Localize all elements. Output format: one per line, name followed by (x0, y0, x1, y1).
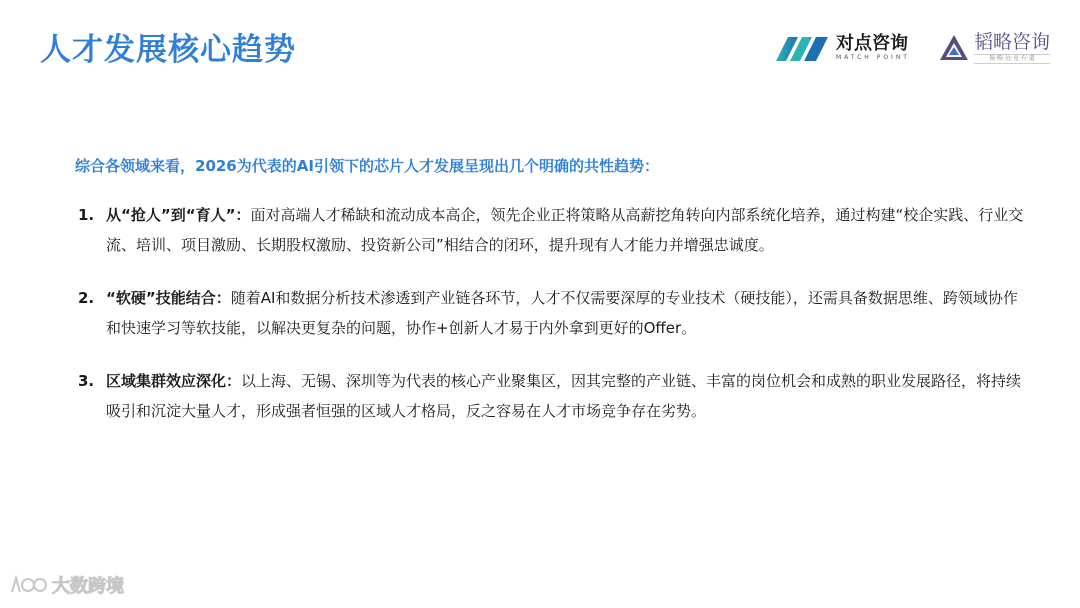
page-title: 人才发展核心趋势 (40, 32, 296, 68)
matchpoint-logo (774, 33, 910, 63)
intro-text: 综合各领域来看，2026为代表的AI引领下的芯片人才发展呈现出几个明确的共性趋势： (75, 157, 659, 175)
item-number: 2. (78, 289, 95, 307)
item-text (106, 366, 1031, 426)
item-text (106, 200, 1031, 260)
item-number: 3. (78, 372, 95, 390)
taolue-mark-icon (938, 33, 970, 63)
list-item (78, 200, 1038, 260)
item-text (106, 283, 1031, 343)
matchpoint-subtitle: MATCH POINT (835, 54, 910, 61)
item-body: 以上海、无锡、深圳等为代表的核心产业聚集区，因其完整的产业链、丰富的岗位机会和成熟的职业发展路径，将持续吸引和沉淀大量人才，形成强者恒强的区域人才格局，反之容易在人才市场竞争存在劣势。 (106, 372, 1022, 420)
item-body: 随着AI和数据分析技术渗透到产业链各环节，人才不仅需要深厚的专业技术（硬技能），还需具备数据思维、跨领域协作和快速学习等软技能，以解决更复杂的问题，协作+创新人才易于内外拿到更好的Offer。 (106, 289, 1018, 337)
taolue-subtitle: 韬·略·远·见·有·道 (974, 54, 1050, 64)
item-heading: 从“抢人”到“育人”： (106, 206, 251, 224)
list-item (78, 283, 1038, 343)
item-heading: “软硬”技能结合： (106, 289, 231, 307)
watermark (8, 572, 124, 598)
logo-bar (774, 28, 1050, 68)
taolue-name: 韬略咨询 (973, 31, 1050, 53)
trend-list (78, 200, 1038, 449)
watermark-logo-icon (8, 572, 48, 598)
matchpoint-name: 对点咨询 (835, 33, 908, 54)
taolue-logo (938, 32, 1050, 64)
matchpoint-mark-icon (774, 33, 832, 63)
item-number: 1. (78, 206, 95, 224)
item-heading: 区域集群效应深化： (106, 372, 242, 390)
watermark-text: 大数跨境 (52, 576, 124, 597)
item-body: 面对高端人才稀缺和流动成本高企，领先企业正将策略从高薪挖角转向内部系统化培养，通过构建“校企实践、行业交流、培训、项目激励、长期股权激励、投资新公司”相结合的闭环，提升现有人才能力并增强忠诚度。 (106, 206, 1024, 254)
list-item (78, 366, 1038, 426)
